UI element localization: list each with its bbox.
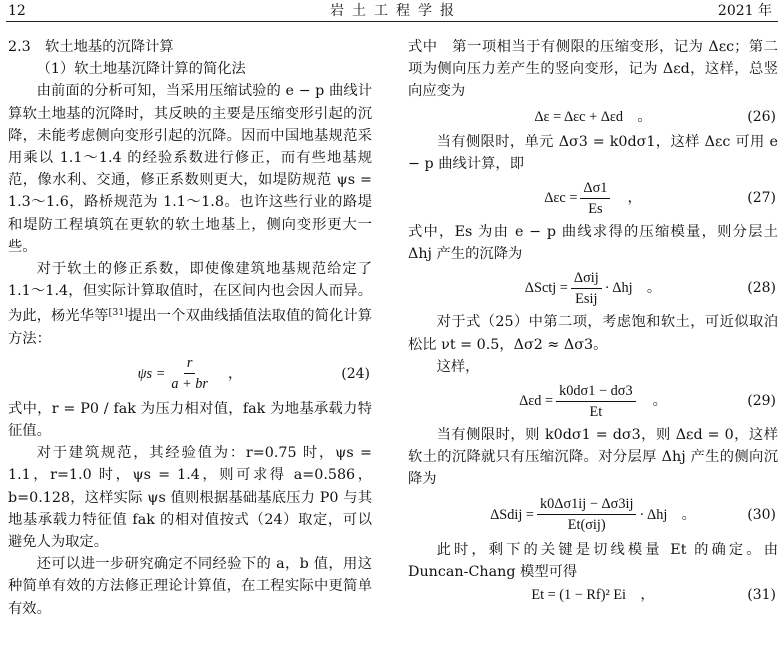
journal-title: 岩土工程学报 [330, 3, 462, 19]
paragraph: 此时，剩下的关键是切线模量 Et 的确定。由 Duncan-Chang 模型可得 [408, 541, 778, 580]
fraction-denominator: Et [589, 403, 603, 420]
paragraph: 式中 第一项相当于有侧限的压缩变形，记为 Δεc；第二项为侧向压力差产生的竖向变形，记为 Δεd，这样，总竖向应变为 [408, 39, 778, 100]
fraction-numerator: Δσij [571, 269, 602, 289]
fraction [571, 269, 602, 308]
equation-26 [408, 103, 778, 131]
paragraph [8, 258, 372, 350]
equation-lhs: ΔSctj = [524, 280, 568, 297]
equation-number: (26) [747, 108, 776, 125]
equation-28 [408, 265, 778, 311]
equation-30 [408, 491, 778, 539]
left-column [8, 36, 372, 620]
equation-tail: · Δhj 。 [604, 280, 662, 297]
right-column [408, 36, 778, 607]
paragraph-text: 对于软土的修正系数，即使像建筑地基规范给定了 1.1～1.4，但实际计算取值时，在区间内也会因人而异。为此，杨光华等 [8, 261, 372, 325]
equation-body: Δε = Δεc + Δεd 。 [534, 108, 652, 125]
fraction-denominator: Esij [575, 290, 598, 307]
fraction [556, 382, 636, 421]
fraction-numerator: k0dσ1 − dσ3 [556, 382, 636, 402]
paragraph: 还可以进一步研究确定不同经验下的 a，b 值，用这种简单有效的方法修正理论计算值，在工程实际中更简单有效。 [8, 556, 372, 617]
equation-number: (24) [341, 365, 370, 382]
equation-lhs: ψs = [137, 365, 166, 382]
equation-tail: ， [627, 189, 642, 206]
fraction [537, 495, 637, 534]
citation-ref: [31] [108, 307, 128, 319]
equation-lhs: Δεc = [544, 189, 578, 206]
fraction-numerator: r [184, 354, 196, 374]
fraction [168, 354, 211, 393]
equation-tail: ， [228, 365, 243, 382]
equation-number: (28) [747, 280, 776, 297]
equation-number: (29) [747, 392, 776, 409]
equation-24 [8, 350, 372, 398]
paragraph: 这样， [436, 358, 480, 375]
equation-tail: · Δhj 。 [639, 506, 696, 523]
paragraph: 式中，Es 为由 e − p 曲线求得的压缩模量，则分层土 Δhj 产生的沉降为 [408, 224, 778, 263]
page-number: 12 [8, 3, 26, 19]
equation-number: (27) [747, 189, 776, 206]
paragraph: 式中，r = P0 / fak 为压力相对值，fak 为地基承载力特征值。 [8, 400, 372, 440]
equation-tail: 。 [652, 392, 667, 409]
equation-29 [408, 378, 778, 424]
equation-lhs: ΔSdij = [490, 506, 534, 523]
subsection-title: （1）软土地基沉降计算的简化法 [36, 61, 246, 78]
equation-number: (30) [747, 506, 776, 523]
fraction-numerator: Δσ1 [580, 179, 610, 199]
equation-lhs: Δεd = [519, 392, 554, 409]
equation-body: Et = (1 − Rf)² Ei ， [531, 586, 655, 603]
paragraph: 对于式（25）中第二项，考虑饱和软土，可近似取泊松比 νt = 0.5，Δσ2 ≈ Δσ3。 [408, 314, 778, 353]
paragraph: 当有侧限时，则 k0dσ1 = dσ3，则 Δεd = 0，这样软土的沉降就只有压缩沉降。对分层厚 Δhj 产生的侧向沉降为 [408, 427, 778, 488]
equation-27 [408, 175, 778, 221]
fraction [580, 179, 610, 218]
issue-year: 2021 年 [717, 3, 772, 19]
section-title: 2.3 软土地基的沉降计算 [8, 39, 174, 55]
fraction-numerator: k0Δσ1ij − Δσ3ij [537, 495, 637, 515]
equation-31 [408, 583, 778, 607]
paragraph-text: 提出一个双曲线插值法取值的简化计算方法： [8, 308, 373, 347]
running-header [0, 0, 782, 22]
paragraph: 当有侧限时，单元 Δσ3 = k0dσ1，这样 Δεc 可用 e − p 曲线计算，即 [408, 133, 778, 172]
fraction-denominator: Et(σij) [567, 517, 606, 534]
paragraph: 由前面的分析可知，当采用压缩试验的 e − p 曲线计算软土地基的沉降时，其反映的主要是压缩变形引起的沉降，未能考虑侧向变形引起的沉降。因而中国地基规范采用乘以 1.1～1.4 的经验系数进行修正，而有些地基规范，像水利、交通，修正系数则更大，如堤防规范 ψs = 1.3～1.6，路桥规范为 1.1～1.8。也许这些行业的路堤和堤防工程填筑在更软的软土地基上，侧向变形更大一些。 [8, 83, 372, 255]
equation-number: (31) [747, 586, 776, 603]
paragraph: 对于建筑规范，其经验值为：r=0.75 时，ψs = 1.1，r=1.0 时，ψs = 1.4，则可求得 a=0.586，b=0.128，这样实际 ψs 值则根据基础基底压力 P0 与其地基承载力特征值 fak 的相对值按式（24）取定，可以避免人为取定。 [8, 445, 372, 551]
header-rule [6, 21, 778, 22]
fraction-denominator: Es [588, 200, 603, 217]
fraction-denominator: a + br [171, 376, 209, 393]
